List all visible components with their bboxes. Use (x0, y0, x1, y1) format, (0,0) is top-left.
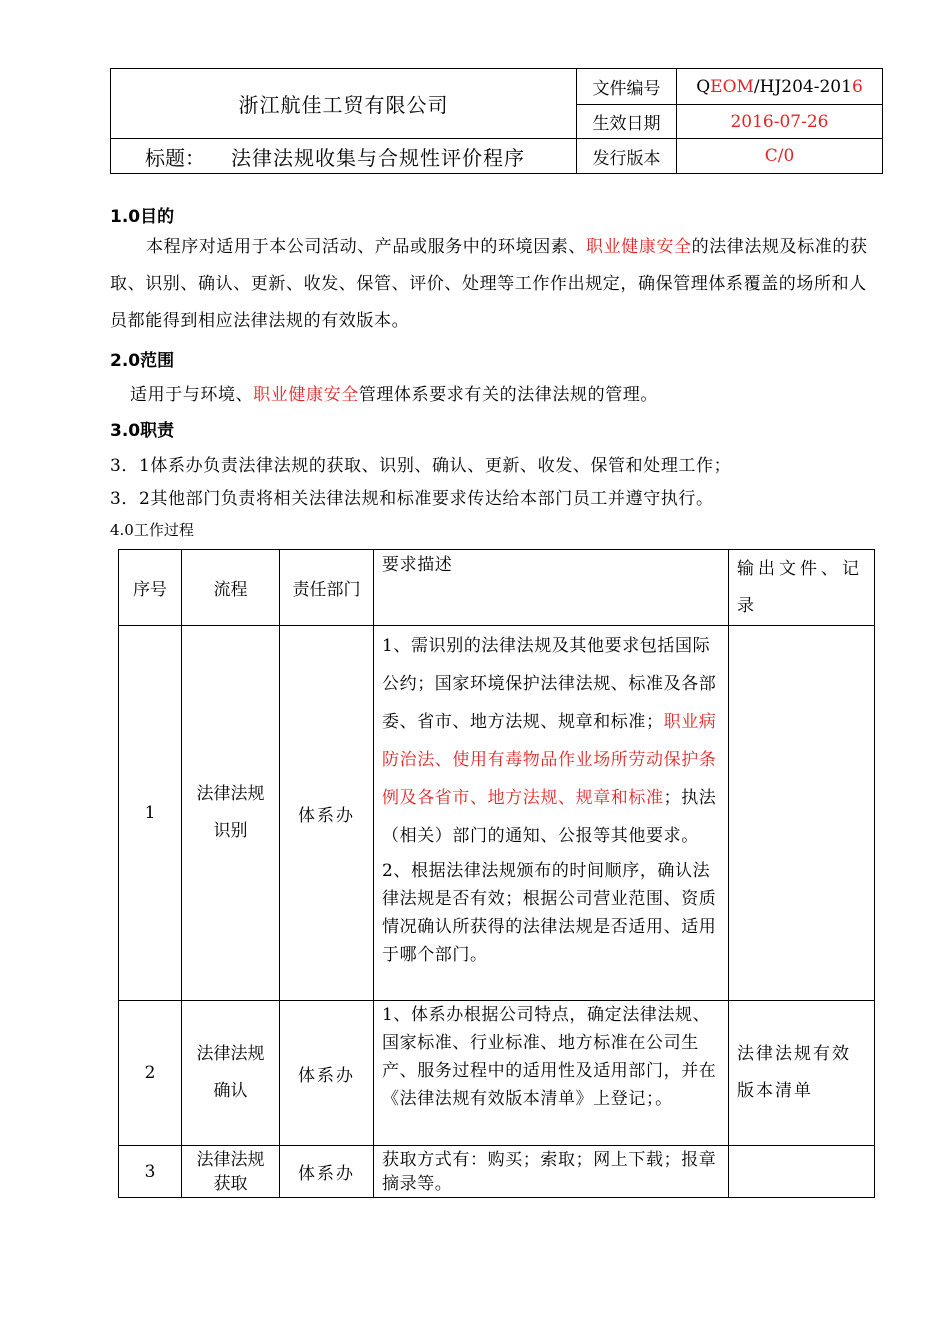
col-header-output: 输出文件、记录 (729, 550, 875, 626)
section-duty-heading: 3.0职责 (110, 421, 175, 441)
duty-item-2: 3．2其他部门负责将相关法律法规和标准要求传达给本部门员工并遵守执行。 (110, 489, 714, 509)
section-process-heading: 4.0工作过程 (110, 521, 194, 539)
col-header-dept: 责任部门 (280, 550, 374, 626)
row-output (729, 626, 875, 1001)
duty-item-1: 3．1体系办负责法律法规的获取、识别、确认、更新、收发、保管和处理工作； (110, 456, 732, 476)
effective-date-value: 2016-07-26 (677, 105, 883, 139)
row-process: 法律法规识别 (182, 626, 280, 1001)
row-process: 法律法规获取 (182, 1146, 280, 1198)
title-label: 标题： (145, 145, 205, 170)
section-purpose-heading: 1.0目的 (110, 207, 175, 227)
col-header-desc: 要求描述 (374, 550, 729, 626)
version-label: 发行版本 (577, 139, 677, 174)
process-table (118, 549, 875, 1198)
table-header-row (119, 550, 875, 626)
title-text: 法律法规收集与合规性评价程序 (231, 145, 525, 170)
company-name: 浙江航佳工贸有限公司 (111, 69, 577, 139)
row-no: 2 (119, 1001, 182, 1146)
col-header-no: 序号 (119, 550, 182, 626)
effective-date-label: 生效日期 (577, 105, 677, 139)
row-no: 1 (119, 626, 182, 1001)
document-header-table (110, 68, 883, 174)
row-desc: 获取方式有：购买；索取；网上下载；报章摘录等。 (374, 1146, 729, 1198)
row-no: 3 (119, 1146, 182, 1198)
table-row (119, 626, 875, 1001)
doc-no-value: QEOM/HJ204-2016 (677, 69, 883, 105)
document-title (111, 139, 577, 174)
row-dept: 体系办 (280, 626, 374, 1001)
row-process: 法律法规确认 (182, 1001, 280, 1146)
col-header-process: 流程 (182, 550, 280, 626)
row-output: 法律法规有效版本清单 (729, 1001, 875, 1146)
version-value: C/0 (677, 139, 883, 174)
section-scope-text: 适用于与环境、职业健康安全管理体系要求有关的法律法规的管理。 (130, 385, 659, 405)
row-dept: 体系办 (280, 1001, 374, 1146)
section-scope-heading: 2.0范围 (110, 351, 175, 371)
row-dept: 体系办 (280, 1146, 374, 1198)
row-desc-item-2: 2、根据法律法规颁布的时间顺序，确认法律法规是否有效；根据公司营业范围、资质情况确认所获得的法律法规是否适用、适用于哪个部门。 (382, 861, 717, 965)
table-row (119, 1001, 875, 1146)
doc-no-label: 文件编号 (577, 69, 677, 105)
section-purpose-text: 本程序对适用于本公司活动、产品或服务中的环境因素、职业健康安全的法律法规及标准的获取、识别、确认、更新、收发、保管、评价、处理等工作作出规定，确保管理体系覆盖的场所和人员都能得到相应法律法规的有效版本。 (110, 237, 868, 331)
row-desc: 1、体系办根据公司特点，确定法律法规、国家标准、行业标准、地方标准在公司生产、服务过程中的适用性及适用部门，并在《法律法规有效版本清单》上登记；。 (374, 1001, 729, 1146)
table-row (119, 1146, 875, 1198)
row-output (729, 1146, 875, 1198)
row-desc (374, 626, 729, 1001)
row-desc-item-1: 1、需识别的法律法规及其他要求包括国际公约；国家环境保护法律法规、标准及各部委、省市、地方法规、规章和标准；职业病防治法、使用有毒物品作业场所劳动保护条例及各省市、地方法规、规章和标准；执法（相关）部门的通知、公报等其他要求。 (382, 636, 717, 846)
